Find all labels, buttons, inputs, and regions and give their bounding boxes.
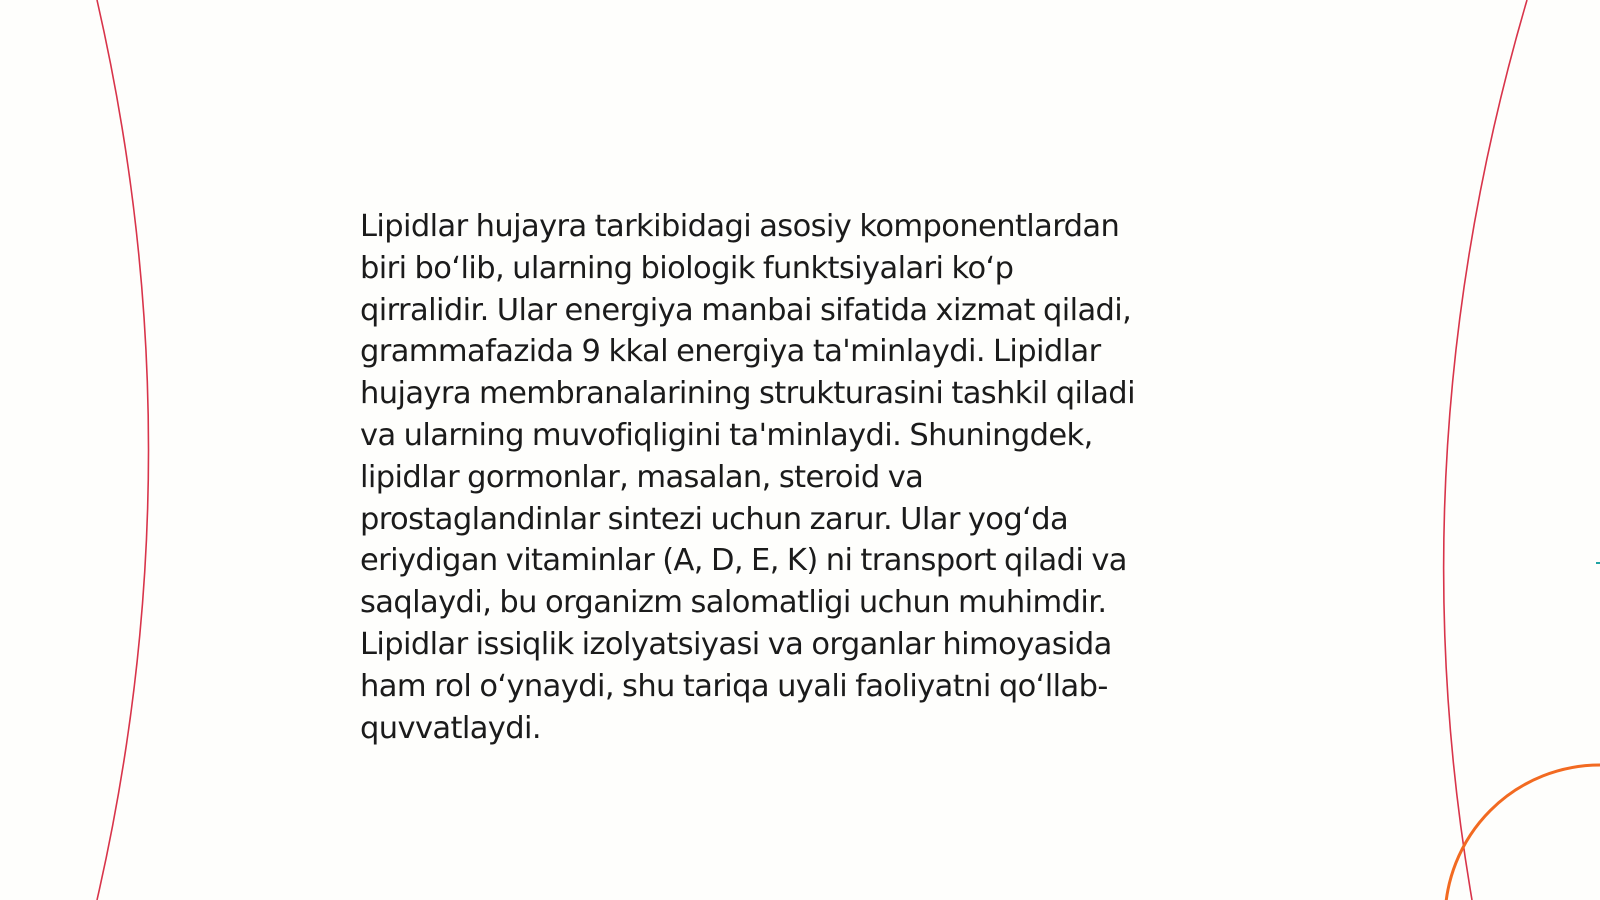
right-arc-decoration [1444, 0, 1527, 900]
body-line: ham rol oʻynaydi, shu tariqa uyali faoliyatni qoʻllab- [360, 668, 1108, 704]
body-line: qirralidir. Ular energiya manbai sifatida xizmat qiladi, [360, 292, 1132, 328]
body-line: Lipidlar issiqlik izolyatsiyasi va organlar himoyasida [360, 626, 1112, 662]
body-line: eriydigan vitaminlar (A, D, E, K) ni transport qiladi va [360, 543, 1127, 579]
body-line: grammafazida 9 kkal energiya ta'minlaydi. Lipidlar [360, 334, 1101, 370]
body-line: va ularning muvofiqligini ta'minlaydi. Shuningdek, [360, 417, 1093, 453]
body-line: saqlaydi, bu organizm salomatligi uchun muhimdir. [360, 585, 1107, 621]
body-line: lipidlar gormonlar, masalan, steroid va [360, 459, 924, 495]
body-line: Lipidlar hujayra tarkibidagi asosiy komponentlardan [360, 209, 1120, 244]
body-line: biri boʻlib, ularning biologik funktsiyalari koʻp [360, 250, 1014, 286]
body-line: prostaglandinlar sintezi uchun zarur. Ular yogʻda [360, 501, 1069, 537]
left-arc-decoration [97, 0, 149, 900]
body-text [360, 206, 1240, 749]
body-line: hujayra membranalarining strukturasini tashkil qiladi [360, 376, 1135, 412]
body-line: quvvatlaydi. [360, 710, 541, 746]
